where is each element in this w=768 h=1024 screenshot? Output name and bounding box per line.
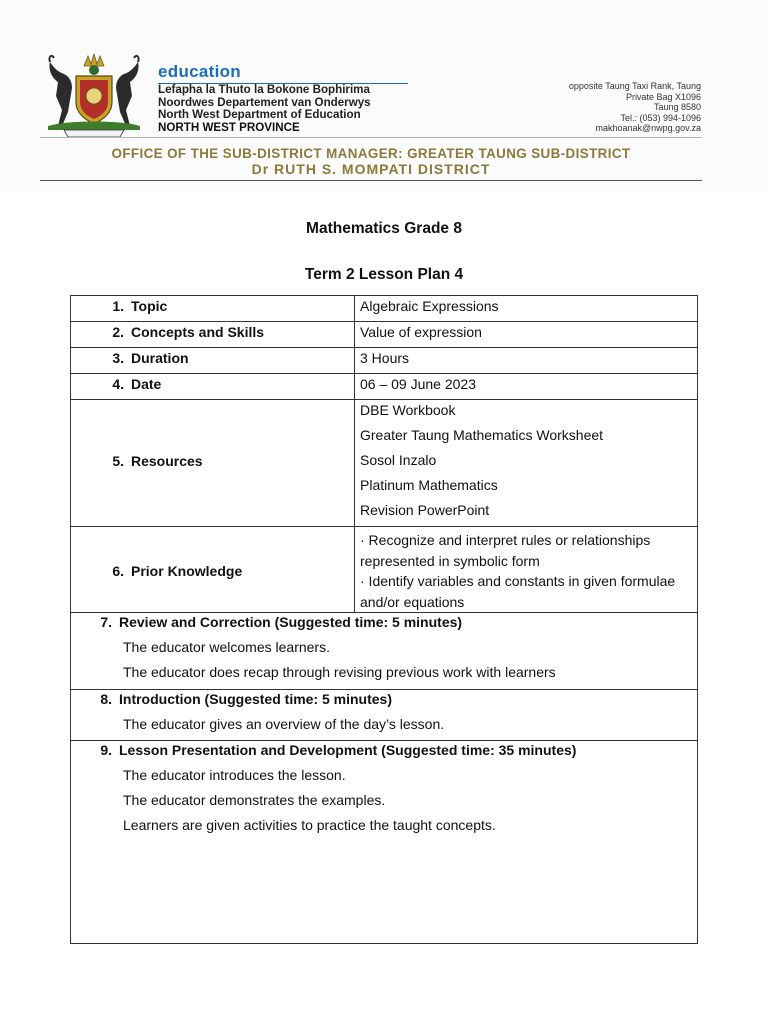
address-line: Taung 8580 bbox=[653, 102, 701, 113]
prior-knowledge-item: · Identify variables and constants in given formulae and/or equations bbox=[360, 573, 676, 610]
table-row bbox=[71, 374, 698, 400]
phone-line: Tel.: (053) 994-1096 bbox=[620, 112, 701, 123]
subject-title: Mathematics Grade 8 bbox=[306, 220, 462, 237]
section-line: The educator welcomes learners. bbox=[123, 639, 330, 655]
divider bbox=[40, 137, 702, 138]
lesson-plan-title: Term 2 Lesson Plan 4 bbox=[304, 266, 464, 283]
resource-item: DBE Workbook bbox=[360, 402, 456, 418]
section-line: The educator introduces the lesson. bbox=[123, 767, 346, 783]
row-label: 4. Date bbox=[71, 374, 355, 400]
row-label: 2. Concepts and Skills bbox=[71, 322, 355, 348]
department-name-block bbox=[158, 62, 371, 134]
title-underline bbox=[158, 83, 408, 84]
coat-of-arms-logo bbox=[38, 52, 150, 138]
section-line: The educator does recap through revising previous work with learners bbox=[123, 664, 556, 680]
section-row bbox=[71, 613, 698, 690]
office-heading: OFFICE OF THE SUB-DISTRICT MANAGER: GREATER TAUNG SUB-DISTRICT bbox=[111, 146, 631, 161]
resource-item: Greater Taung Mathematics Worksheet bbox=[360, 427, 604, 443]
table-row bbox=[71, 527, 698, 613]
row-label: 6. Prior Knowledge bbox=[71, 527, 355, 613]
section-title: Introduction (Suggested time: 5 minutes) bbox=[119, 691, 393, 707]
province-line: NORTH WEST PROVINCE bbox=[158, 120, 300, 134]
row-value bbox=[355, 400, 698, 527]
row-value: 3 Hours bbox=[355, 348, 698, 374]
table-row bbox=[71, 400, 698, 527]
section-cell: 9. Lesson Presentation and Development (Suggested time: 35 minutes) The educator introduces the lesson. The educator demonstrates the examples. Learners are given activities to practice the taught concepts. bbox=[71, 741, 698, 944]
table-row bbox=[71, 296, 698, 322]
section-line: Learners are given activities to practice the taught concepts. bbox=[123, 817, 496, 833]
section-line: The educator gives an overview of the day’s lesson. bbox=[123, 716, 445, 732]
divider bbox=[40, 180, 702, 181]
section-cell: 8. Introduction (Suggested time: 5 minutes) The educator gives an overview of the day’s lesson. bbox=[71, 690, 698, 741]
prior-knowledge-item: · Recognize and interpret rules or relationships represented in symbolic form bbox=[360, 532, 651, 569]
row-value: 06 – 09 June 2023 bbox=[355, 374, 698, 400]
contact-address bbox=[569, 81, 701, 134]
department-line: Noordwes Departement van Onderwys bbox=[158, 95, 371, 109]
lesson-plan-table bbox=[70, 295, 698, 944]
row-label: 1. Topic bbox=[71, 296, 355, 322]
resource-item: Platinum Mathematics bbox=[360, 477, 498, 493]
row-label: 5. Resources bbox=[71, 400, 355, 527]
section-title: Lesson Presentation and Development (Suggested time: 35 minutes) bbox=[119, 742, 577, 758]
section-title: Review and Correction (Suggested time: 5 minutes) bbox=[119, 614, 463, 630]
section-row bbox=[71, 741, 698, 944]
section-cell: 7. Review and Correction (Suggested time: 5 minutes) The educator welcomes learners. The educator does recap through revising previous work with learners bbox=[71, 613, 698, 690]
department-title: education bbox=[158, 62, 241, 81]
row-value bbox=[355, 527, 698, 613]
table-row bbox=[71, 322, 698, 348]
row-value: Algebraic Expressions bbox=[355, 296, 698, 322]
row-value: Value of expression bbox=[355, 322, 698, 348]
row-label: 3. Duration bbox=[71, 348, 355, 374]
department-line: Lefapha la Thuto la Bokone Bophirima bbox=[158, 83, 370, 96]
address-line: opposite Taung Taxi Rank, Taung bbox=[568, 81, 701, 91]
resource-item: Revision PowerPoint bbox=[360, 502, 490, 518]
department-line: North West Department of Education bbox=[158, 108, 361, 121]
email-line: makhoanak@nwpg.gov.za bbox=[595, 123, 701, 134]
letterhead bbox=[0, 0, 768, 192]
section-line: The educator demonstrates the examples. bbox=[123, 792, 386, 808]
section-row bbox=[71, 690, 698, 741]
resource-item: Sosol Inzalo bbox=[360, 452, 437, 468]
address-line: Private Bag X1096 bbox=[625, 91, 701, 102]
table-row bbox=[71, 348, 698, 374]
district-heading: Dr RUTH S. MOMPATI DISTRICT bbox=[251, 161, 491, 177]
